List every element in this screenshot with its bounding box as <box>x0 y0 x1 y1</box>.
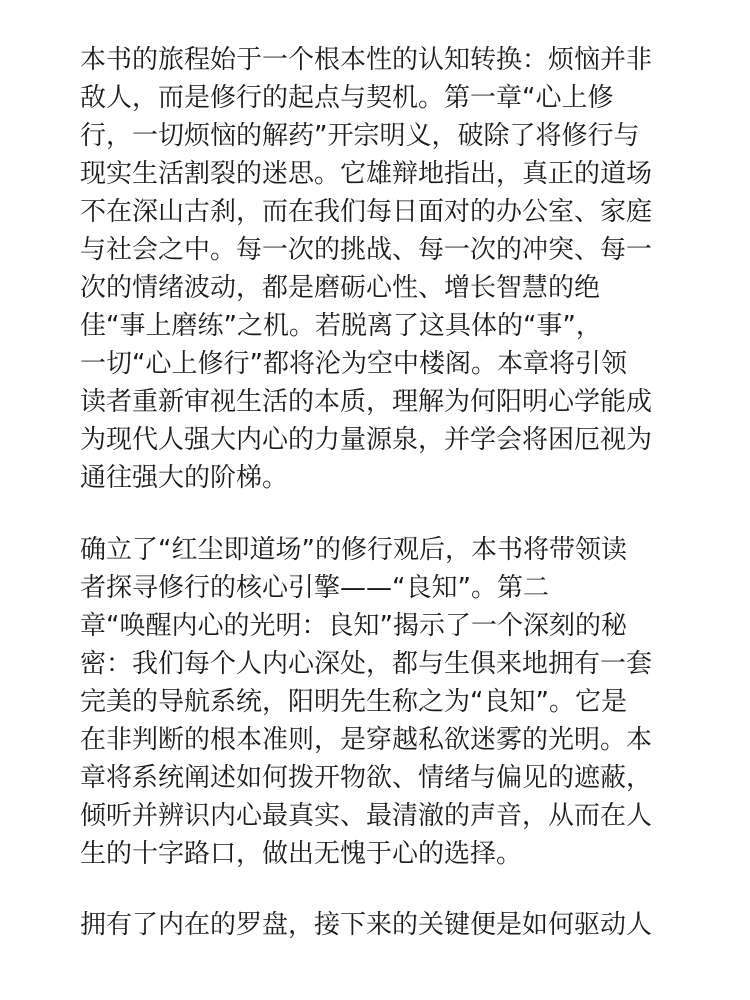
text-line: 为现代人强大内心的力量源泉，并学会将困厄视为 <box>80 425 653 455</box>
paragraph-2 <box>80 531 680 873</box>
text-line: 在非判断的根本准则，是穿越私欲迷雾的光明。本 <box>80 725 653 755</box>
text-line: 确立了“红尘即道场”的修行观后，本书将带领读 <box>80 535 627 565</box>
text-line: 拥有了内在的罗盘，接下来的关键便是如何驱动人 <box>80 910 653 940</box>
text-line: 与社会之中。每一次的挑战、每一次的冲突、每一 <box>80 235 653 265</box>
text-line: 佳“事上磨练”之机。若脱离了这具体的“事”， <box>80 311 602 341</box>
text-line: 通往强大的阶梯。 <box>80 463 289 493</box>
text-line: 行，一切烦恼的解药”开宗明义，破除了将修行与 <box>80 121 640 151</box>
text-line: 章将系统阐述如何拨开物欲、情绪与偏见的遮蔽， <box>80 763 653 793</box>
text-line: 现实生活割裂的迷思。它雄辩地指出，真正的道场 <box>80 159 653 189</box>
text-line: 密：我们每个人内心深处，都与生俱来地拥有一套 <box>80 649 653 679</box>
paragraph-3 <box>80 906 680 944</box>
paragraph-1 <box>80 41 680 497</box>
text-line: 章“唤醒内心的光明：良知”揭示了一个深刻的秘 <box>80 611 627 641</box>
text-line: 读者重新审视生活的本质，理解为何阳明心学能成 <box>80 387 653 417</box>
text-line: 次的情绪波动，都是磨砺心性、增长智慧的绝 <box>80 273 601 303</box>
text-line: 不在深山古刹，而在我们每日面对的办公室、家庭 <box>80 197 653 227</box>
text-line: 敌人，而是修行的起点与契机。第一章“心上修 <box>80 83 614 113</box>
text-line: 完美的导航系统，阳明先生称之为“良知”。它是 <box>80 687 627 717</box>
text-line: 本书的旅程始于一个根本性的认知转换：烦恼并非 <box>80 45 653 75</box>
text-line: 倾听并辨识内心最真实、最清澈的声音，从而在人 <box>80 801 653 831</box>
text-line: 一切“心上修行”都将沦为空中楼阁。本章将引领 <box>80 349 627 379</box>
text-line: 者探寻修行的核心引擎——“良知”。第二 <box>80 573 549 603</box>
text-line: 生的十字路口，做出无愧于心的选择。 <box>80 839 523 869</box>
